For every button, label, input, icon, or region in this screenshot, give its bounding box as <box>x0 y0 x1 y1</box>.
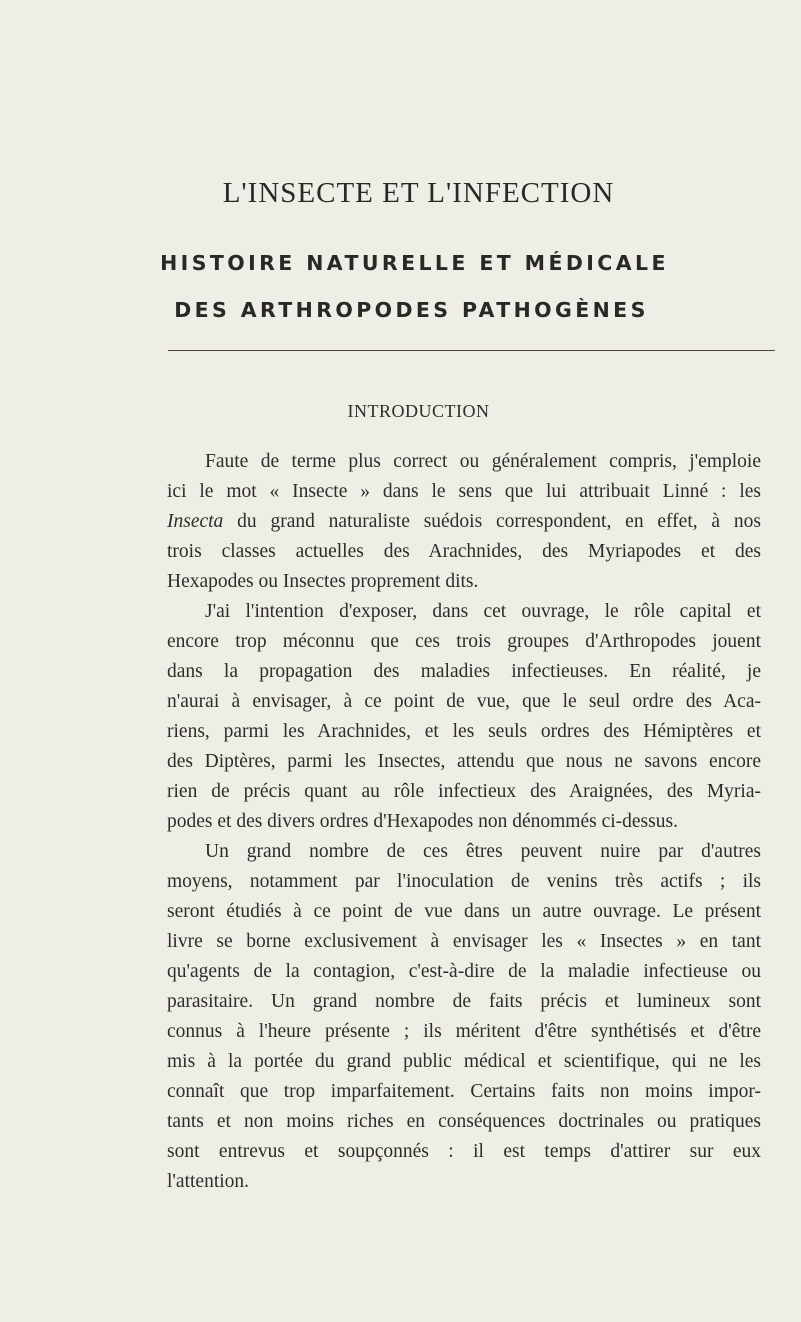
text-line: livre se borne exclusivement à envisager les « Insectes » en tant <box>167 931 761 952</box>
text-line: seront étudiés à ce point de vue dans un autre ouvrage. Le présent <box>167 901 761 922</box>
text-line: ici le mot « Insecte » dans le sens que lui attribuait Linné : les <box>167 481 761 502</box>
text-line: J'ai l'intention d'exposer, dans cet ouvrage, le rôle capital et <box>205 601 761 622</box>
text-line: Un grand nombre de ces êtres peuvent nuire par d'autres <box>205 841 761 862</box>
text-line: moyens, notamment par l'inoculation de venins très actifs ; ils <box>167 871 761 892</box>
subtitle-line-2: DES ARTHROPODES PATHOGÈNES <box>174 298 649 322</box>
book-title: L'INSECTE ET L'INFECTION <box>222 177 615 209</box>
text-line: encore trop méconnu que ces trois groupes d'Arthropodes jouent <box>167 631 761 652</box>
text-line: rien de précis quant au rôle infectieux des Araignées, des Myria- <box>167 781 761 802</box>
text-line: qu'agents de la contagion, c'est-à-dire de la maladie infectieuse ou <box>167 961 761 982</box>
text-line: trois classes actuelles des Arachnides, des Myriapodes et des <box>167 541 761 562</box>
horizontal-rule <box>168 350 775 351</box>
text-line: Faute de terme plus correct ou généralement compris, j'emploie <box>205 451 761 472</box>
italic-term: Insecta <box>167 511 224 532</box>
text-line: connaît que trop imparfaitement. Certains faits non moins impor- <box>167 1081 761 1102</box>
text-line: riens, parmi les Arachnides, et les seuls ordres des Hémiptères et <box>167 721 761 742</box>
text-line: mis à la portée du grand public médical et scientifique, qui ne les <box>167 1051 761 1072</box>
text-line: sont entrevus et soupçonnés : il est temps d'attirer sur eux <box>167 1141 761 1162</box>
text-line: connus à l'heure présente ; ils méritent d'être synthétisés et d'être <box>167 1021 761 1042</box>
text-line: tants et non moins riches en conséquences doctrinales ou pratiques <box>167 1111 761 1132</box>
text-line: Hexapodes ou Insectes proprement dits. <box>167 571 479 592</box>
subtitle-line-1: HISTOIRE NATURELLE ET MÉDICALE <box>160 251 669 275</box>
section-title: INTRODUCTION <box>347 401 490 421</box>
text-line: n'aurai à envisager, à ce point de vue, que le seul ordre des Aca- <box>167 691 761 712</box>
text-line: dans la propagation des maladies infectieuses. En réalité, je <box>167 661 761 682</box>
text-line: des Diptères, parmi les Insectes, attendu que nous ne savons encore <box>167 751 761 772</box>
text-line: parasitaire. Un grand nombre de faits précis et lumineux sont <box>167 991 761 1012</box>
text-line: l'attention. <box>167 1171 250 1192</box>
text-line <box>167 507 761 537</box>
line-text: du grand naturaliste suédois correspondent, en effet, à nos <box>223 511 761 532</box>
text-line: podes et des divers ordres d'Hexapodes non dénommés ci-dessus. <box>167 811 678 832</box>
